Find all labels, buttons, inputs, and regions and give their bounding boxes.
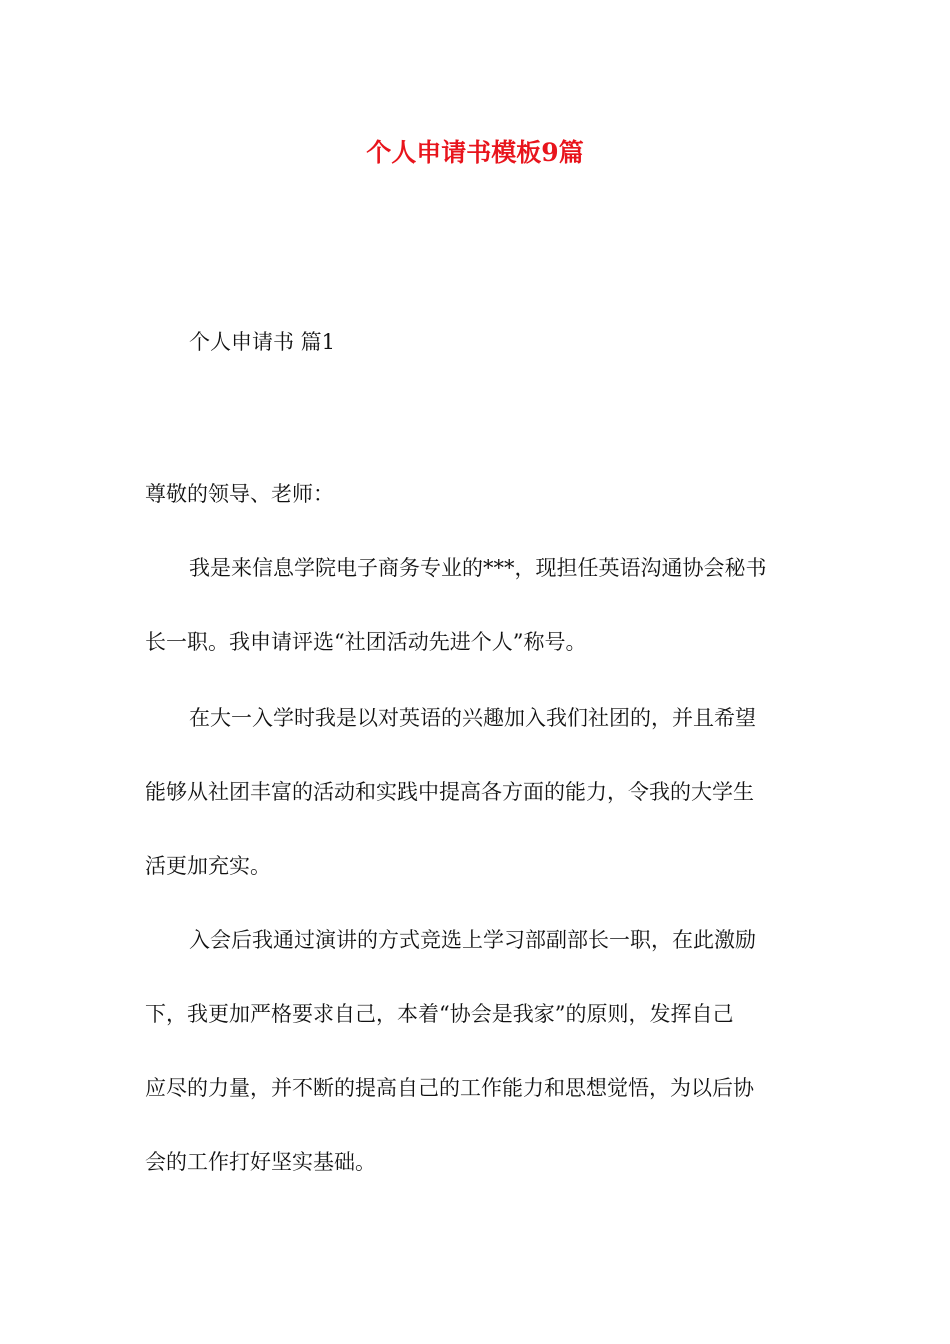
paragraph-1	[145, 550, 767, 698]
paragraph-line: 我是来信息学院电子商务专业的***，现担任英语沟通协会秘书	[189, 556, 767, 580]
paragraph-line: 应尽的力量，并不断的提高自己的工作能力和思想觉悟，为以后协	[145, 1076, 754, 1100]
document-title: 个人申请书模板9篇	[366, 138, 584, 167]
paragraph-line: 下，我更加严格要求自己，本着“协会是我家”的原则，发挥自己	[145, 1002, 734, 1026]
paragraph-line: 能够从社团丰富的活动和实践中提高各方面的能力，令我的大学生	[145, 780, 754, 804]
paragraph-3	[145, 922, 756, 1218]
paragraph-line: 会的工作打好坚实基础。	[145, 1150, 376, 1174]
section-heading: 个人申请书 篇1	[189, 330, 336, 354]
paragraph-line: 入会后我通过演讲的方式竞选上学习部副部长一职，在此激励	[189, 928, 756, 952]
salutation: 尊敬的领导、老师：	[145, 482, 334, 506]
paragraph-2	[145, 700, 756, 922]
paragraph-line: 在大一入学时我是以对英语的兴趣加入我们社团的，并且希望	[189, 706, 756, 730]
paragraph-line: 活更加充实。	[145, 854, 271, 878]
paragraph-line: 长一职。我申请评选“社团活动先进个人”称号。	[145, 630, 587, 654]
